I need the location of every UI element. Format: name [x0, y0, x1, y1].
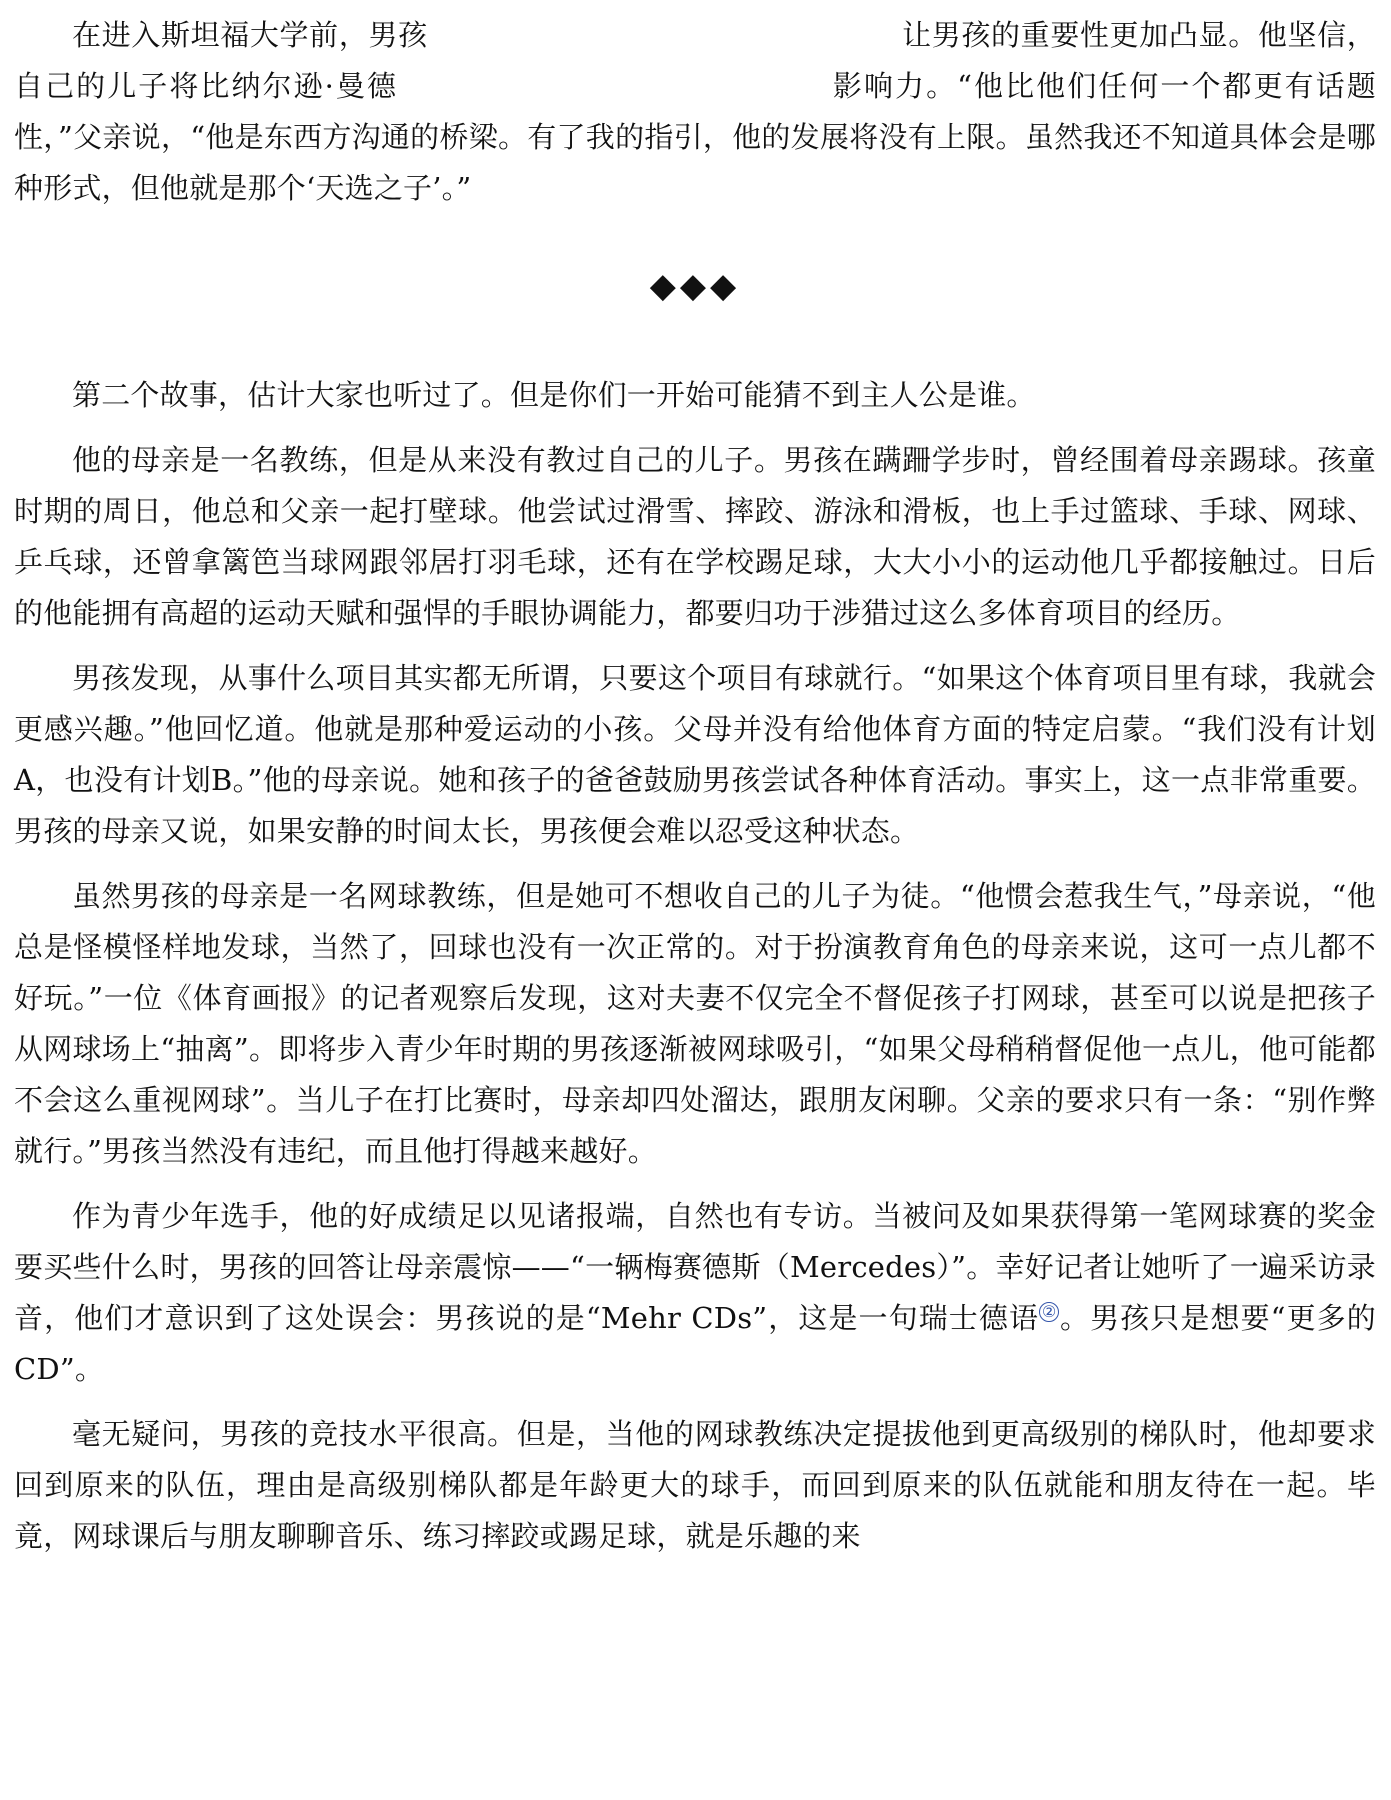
paragraph-team-choice: 毫无疑问，男孩的竞技水平很高。但是，当他的网球教练决定提拔他到更高级别的梯队时，他却要求回到原来的队伍，理由是高级别梯队都是年龄更大的球手，而回到原来的队伍就能和朋友待在一起。毕竟，网球课后与朋友聊聊音乐、练习摔跤或踢足球，就是乐趣的来: [14, 1417, 1376, 1553]
paragraph-second-story-intro: 第二个故事，估计大家也听过了。但是你们一开始可能猜不到主人公是谁。: [72, 378, 1036, 412]
interview-text: 作为青少年选手，他的好成绩足以见诸报端，自然也有专访。当被问及如果获得第一笔网球赛的奖金要买些什么时，男孩的回答让母亲震惊——“一辆梅赛德斯（Mercedes）”。幸好记者让她听了一遍采访录音，他们才意识到了这处误会：男孩说的是“Mehr CDs”，这是一句瑞士德语: [14, 1199, 1376, 1335]
paragraph-father-expectation: 在进入斯坦福大学前，男孩 让男孩的重要性更加凸显。他坚信，自己的儿子将比纳尔逊·曼德 影响力。“他比他们任何一个都更有话题性，”父亲说，“他是东西方沟通的桥梁。有了我的指引，他的发展将没有上限。虽然我还不知道具体会是哪种形式，但他就是那个‘天选之子’。”: [14, 18, 1376, 205]
paragraph-tennis-coach-mother: 虽然男孩的母亲是一名网球教练，但是她可不想收自己的儿子为徒。“他惯会惹我生气，”母亲说，“他总是怪模怪样地发球，当然了，回球也没有一次正常的。对于扮演教育角色的母亲来说，这可一点儿都不好玩。”一位《体育画报》的记者观察后发现，这对夫妻不仅完全不督促孩子打网球，甚至可以说是把孩子从网球场上“抽离”。即将步入青少年时期的男孩逐渐被网球吸引，“如果父母稍稍督促他一点儿，他可能都不会这么重视网球”。当儿子在打比赛时，母亲却四处溜达，跟朋友闲聊。父亲的要求只有一条：“别作弊就行。”男孩当然没有违纪，而且他打得越来越好。: [14, 879, 1376, 1168]
footnote-reference[interactable]: ②: [1039, 1302, 1059, 1322]
document-page: [14, 0, 1376, 1576]
paragraph-mother-coach: 他的母亲是一名教练，但是从来没有教过自己的儿子。男孩在蹒跚学步时，曾经围着母亲踢球。孩童时期的周日，他总和父亲一起打壁球。他尝试过滑雪、摔跤、游泳和滑板，也上手过篮球、手球、网球、乒乓球，还曾拿篱笆当球网跟邻居打羽毛球，还有在学校踢足球，大大小小的运动他几乎都接触过。日后的他能拥有高超的运动天赋和强悍的手眼协调能力，都要归功于涉猎过这么多体育项目的经历。: [14, 443, 1376, 630]
interview-text-end: 。男孩只是想要“更多的CD”。: [14, 1301, 1376, 1386]
paragraph-interview: [14, 1191, 1376, 1395]
section-separator: ◆◆◆: [649, 266, 741, 306]
paragraph-ball-interest: 男孩发现，从事什么项目其实都无所谓，只要这个项目有球就行。“如果这个体育项目里有球，我就会更感兴趣。”他回忆道。他就是那种爱运动的小孩。父母并没有给他体育方面的特定启蒙。“我们没有计划A，也没有计划B。”他的母亲说。她和孩子的爸爸鼓励男孩尝试各种体育活动。事实上，这一点非常重要。男孩的母亲又说，如果安静的时间太长，男孩便会难以忍受这种状态。: [14, 661, 1376, 848]
